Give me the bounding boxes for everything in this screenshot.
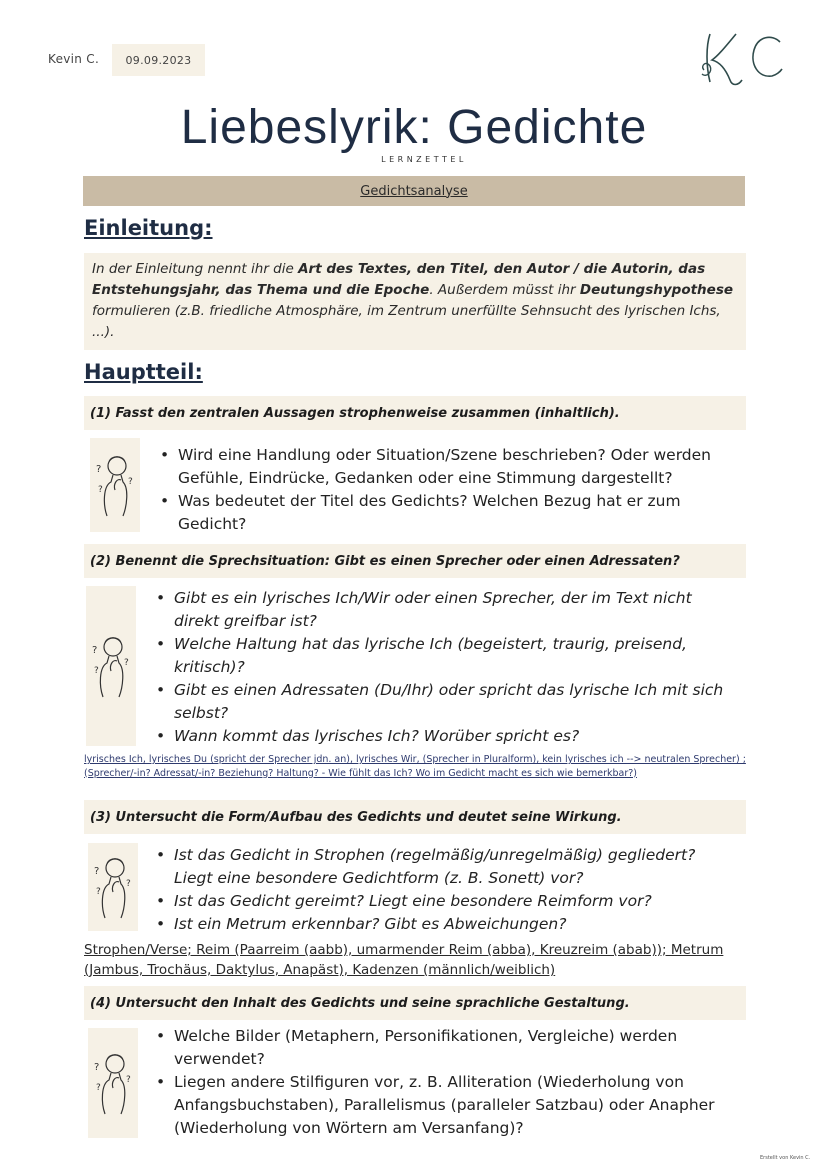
- svg-text:?: ?: [96, 464, 102, 475]
- main-heading: Hauptteil:: [84, 360, 203, 384]
- list-item: • Gibt es einen Adressaten (Du/Ihr) oder spricht das lyrische Ich mit sich selbst?: [156, 679, 736, 725]
- question-bar-4: (4) Untersucht den Inhalt des Gedichts und seine sprachliche Gestaltung.: [84, 986, 746, 1020]
- thinking-person-icon: [86, 586, 136, 746]
- bullet-list-2: [156, 587, 736, 748]
- date-badge: 09.09.2023: [112, 44, 205, 76]
- footer-credit: Erstellt von Kevin C.: [760, 1155, 811, 1161]
- svg-text:?: ?: [128, 477, 133, 487]
- svg-text:?: ?: [126, 1075, 131, 1085]
- section-banner: [83, 176, 745, 206]
- question-bar-3: (3) Untersucht die Form/Aufbau des Gedichts und deutet seine Wirkung.: [84, 800, 746, 834]
- svg-text:?: ?: [94, 666, 99, 676]
- bullet-list-4: [156, 1025, 746, 1140]
- kc-logo: [696, 26, 788, 90]
- svg-text:?: ?: [96, 1083, 101, 1093]
- intro-heading: Einleitung:: [84, 216, 213, 240]
- list-item: • Ist das Gedicht in Strophen (regelmäßig/unregelmäßig) gegliedert? Liegt eine besondere Gedichtform (z. B. Sonett) vor?: [156, 844, 736, 890]
- thinking-person-icon: [88, 1028, 138, 1138]
- list-item: • Liegen andere Stilfiguren vor, z. B. Alliteration (Wiederholung von Anfangsbuchstaben), Parallelismus (paralleler Satzbau) oder Anapher (Wiederholung von Wörtern am Versanfang)?: [156, 1071, 746, 1140]
- thinking-person-icon: [90, 438, 140, 532]
- list-item: • Ist das Gedicht gereimt? Liegt eine besondere Reimform vor?: [156, 890, 736, 913]
- author-name: Kevin C.: [48, 52, 100, 66]
- banner-label: Gedichtsanalyse: [360, 183, 468, 199]
- question-bar-1: (1) Fasst den zentralen Aussagen strophenweise zusammen (inhaltlich).: [84, 396, 746, 430]
- svg-text:?: ?: [124, 658, 129, 668]
- question-bar-2: (2) Benennt die Sprechsituation: Gibt es einen Sprecher oder einen Adressaten?: [84, 544, 746, 578]
- page-title: Liebeslyrik: Gedichte: [180, 101, 648, 154]
- list-item: • Wird eine Handlung oder Situation/Szene beschrieben? Oder werden Gefühle, Eindrücke, Gedanken oder eine Stimmung dargestellt?: [160, 444, 740, 490]
- note-form: Strophen/Verse; Reim (Paarreim (aabb), umarmender Reim (abba), Kreuzreim (abab)); Metrum (Jambus, Trochäus, Daktylus, Anapäst), Kadenzen (männlich/weiblich): [84, 942, 724, 978]
- svg-text:?: ?: [94, 1062, 100, 1073]
- svg-text:?: ?: [126, 879, 131, 889]
- list-item: • Wann kommt das lyrisches Ich? Worüber spricht es?: [156, 725, 736, 748]
- bullet-list-3: [156, 844, 736, 936]
- svg-text:?: ?: [94, 866, 100, 877]
- list-item: • Welche Bilder (Metaphern, Personifikationen, Vergleiche) werden verwendet?: [156, 1025, 746, 1071]
- page-subtitle: LERNZETTEL: [381, 155, 467, 164]
- thinking-person-icon: [88, 843, 138, 931]
- list-item: • Gibt es ein lyrisches Ich/Wir oder einen Sprecher, der im Text nicht direkt greifbar ist?: [156, 587, 736, 633]
- svg-text:?: ?: [98, 485, 103, 495]
- note-sprechsituation: lyrisches Ich, lyrisches Du (spricht der Sprecher jdn. an), lyrisches Wir, (Sprecher in Pluralform), kein lyrisches ich --> neutralen Sprecher) ; (Sprecher/-in? Adressat/-in? Beziehung? Haltung? - Wie fühlt das Ich? Wo im Gedicht macht es sich wie bemerkbar?): [84, 754, 746, 779]
- svg-text:?: ?: [96, 887, 101, 897]
- list-item: • Was bedeutet der Titel des Gedichts? Welchen Bezug hat er zum Gedicht?: [160, 490, 740, 536]
- intro-box: In der Einleitung nennt ihr die Art des Textes, den Titel, den Autor / die Autorin, das Entstehungsjahr, das Thema und die Epoche. Außerdem müsst ihr Deutungshypothese formulieren (z.B. friedliche Atmosphäre, im Zentrum unerfüllte Sehnsucht des lyrischen Ichs, ...).: [84, 253, 746, 350]
- list-item: • Welche Haltung hat das lyrische Ich (begeistert, traurig, preisend, kritisch)?: [156, 633, 736, 679]
- kc-monogram-icon: [696, 26, 788, 90]
- bullet-list-1: [160, 444, 740, 536]
- svg-text:?: ?: [92, 645, 98, 656]
- list-item: • Ist ein Metrum erkennbar? Gibt es Abweichungen?: [156, 913, 736, 936]
